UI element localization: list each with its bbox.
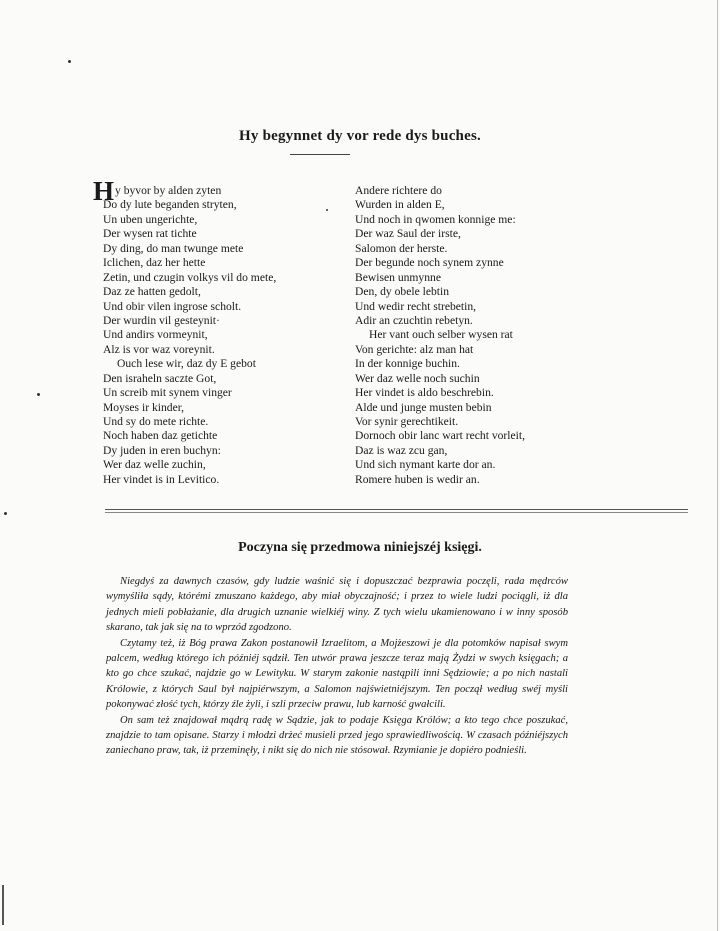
verse-line: Dy ding, do man twunge mete [103,241,244,255]
paragraph: Czytamy też, iż Bóg prawa Zakon postanowił Izraelitom, a Mojżeszowi je dla potomków napisał swym palcem, według którego ich późniéj sądził. Ten utwór prawa jeszcze teraz mają Żydzi w swych księgach; a kto go chce szukać, najdzie go w Lewityku. W starym zakonie nastąpili inni Sędziowie; a po nich nastali Królowie, z których Saul był najpiérwszym, a Salomon najświetniéjszym. Ten począł według swéj myśli pokonywać złość tych, którzy źle żyli, i szli przeciw prawu, lub karność gwałcili. [106,637,568,711]
verse-line: Wurden in alden E, [355,198,445,212]
verse-line: Andere richtere do [355,184,442,197]
verse-line: Und andirs vormeynit, [103,328,208,342]
verse-line: Den, dy obele lebtin [355,285,450,299]
verse-line: Ouch lese wir, daz dy E gebot [117,357,256,371]
verse-line: Her vindet is in Levitico. [103,472,220,486]
verse-line: Her vindet is aldo beschrebin. [355,386,494,400]
speck [68,60,71,63]
verse-line: Romere huben is wedir an. [355,472,480,486]
verse-line: Und wedir recht strebetin, [355,299,477,313]
verse-line: Wer daz welle noch suchin [355,371,480,385]
speck [37,393,40,396]
verse-line: Daz ze hatten gedolt, [103,285,201,299]
verse-line: Un screib mit synem vinger [103,386,232,400]
section-divider [105,509,688,510]
verse-column-left [93,176,277,487]
verse-line: Moyses ir kinder, [103,400,185,414]
title-underline [290,154,350,155]
page-title: Hy begynnet dy vor rede dys buches. [239,128,481,144]
verse-line: Der wurdin vil gesteynit· [103,313,220,327]
prose-block [106,574,568,759]
verse-line: Dornoch obir lanc wart recht vorleit, [355,429,525,443]
verse-line: In der konnige buchin. [355,357,460,371]
verse-column-right [355,184,525,487]
margin-mark [2,885,4,925]
speck [326,209,328,211]
verse-line: Den israheln saczte Got, [103,371,217,385]
verse-line: Der waz Saul der irste, [355,227,461,241]
verse-line: Alde und junge musten bebin [355,400,492,414]
verse-line: Her vant ouch selber wysen rat [369,328,513,342]
verse-line: Salomon der herste. [355,241,448,255]
verse-line: Un uben ungerichte, [103,212,198,226]
verse-line: Zetin, und czugin volkys vil do mete, [103,270,277,284]
verse-line: Dy juden in eren buchyn: [103,443,221,457]
section-divider [105,512,688,513]
verse-line: Daz is waz zcu gan, [355,443,448,457]
paragraph: Niegdyś za dawnych czasów, gdy ludzie waśnić się i dopuszczać bezprawia poczęli, rada mędrców wymyśliła sądy, którémi zmuszano każdego, aby miał obyczajność; i przez to wiele ludzi pociągli, iż dla jednych mieli pobłażanie, dla drugich uznanie wielkiéj winy. Z tych wielu ukamienowano i w inny sposób skarano, tak jak się na to wprzód zgodzono. [106,576,568,634]
verse-line: Do dy lute beganden stryten, [103,198,237,212]
verse-line: Von gerichte: alz man hat [355,342,474,356]
verse-line: Und sy do mete richte. [103,415,209,428]
verse-line: Alz is vor waz voreynit. [103,342,215,356]
verse-line: Der wysen rat tichte [103,227,197,241]
drop-capital: H [93,176,115,206]
verse-line: Und noch in qwomen konnige me: [355,212,516,226]
verse-line: Wer daz welle zuchin, [103,458,206,472]
verse-line: Bewisen unmynne [355,270,441,284]
verse-line: Und sich nymant karte dor an. [355,458,496,472]
speck [4,512,7,515]
verse-line: Vor synir gerechtikeit. [355,415,459,428]
verse-line: y byvor by alden zyten [115,184,222,197]
section-title: Poczyna się przedmowa niniejszéj księgi. [238,540,482,555]
paragraph: On sam też znajdował mądrą radę w Sądzie, jak to podaje Księga Królów; a kto tego chce poszukać, znajdzie to tam opisane. Starzy i młodzi drżeć musieli przed jego sprawiedliwością. W czasach późniéjszych zaniechano praw, tak, iż przeminęły, i nikt się do nich nie stósował. Rzymianie je dopiéro podnieśli. [106,714,568,757]
verse-line: Adir an czuchtin rebetyn. [355,313,473,327]
verse-line: Iclichen, daz her hette [103,256,206,270]
verse-line: Der begunde noch synem zynne [355,256,504,270]
verse-line: Noch haben daz getichte [103,429,218,443]
verse-line: Und obir vilen ingrose scholt. [103,299,242,313]
